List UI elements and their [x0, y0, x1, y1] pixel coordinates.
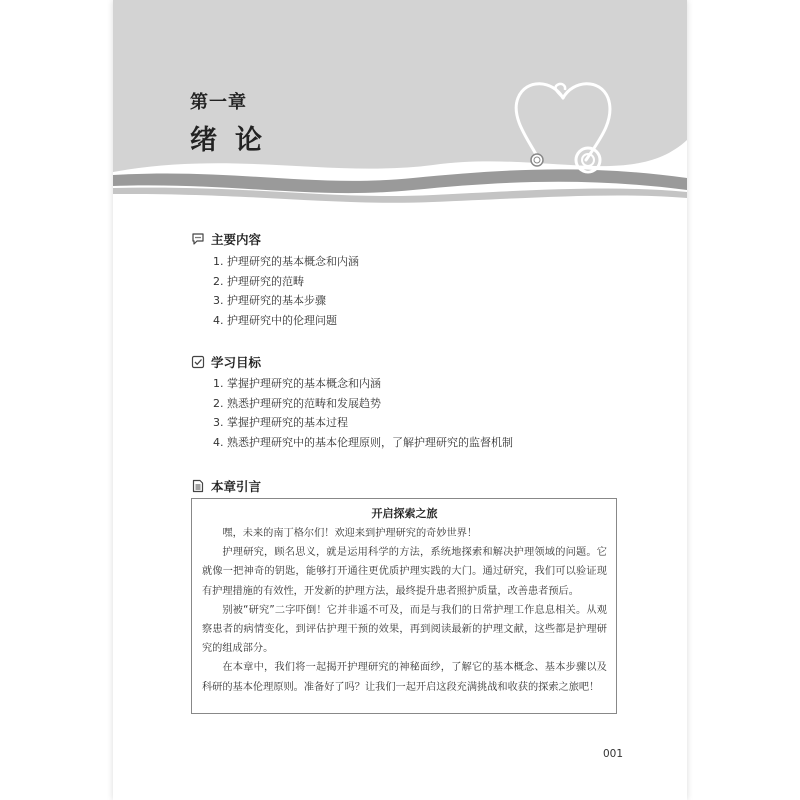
list-item: 1. 护理研究的基本概念和内涵	[213, 255, 359, 268]
stethoscope-heart-icon	[508, 70, 618, 180]
intro-paragraph: 在本章中，我们将一起揭开护理研究的神秘面纱，了解它的基本概念、基本步骤以及科研的基本伦理原则。准备好了吗？让我们一起开启这段充满挑战和收获的探索之旅吧！	[202, 662, 607, 693]
page-number: 001	[603, 748, 624, 760]
intro-heading	[191, 477, 261, 495]
objectives-heading	[191, 353, 261, 371]
list-item: 4. 熟悉护理研究中的基本伦理原则，了解护理研究的监督机制	[213, 435, 513, 449]
intro-paragraph: 嘿，未来的南丁格尔们！欢迎来到护理研究的奇妙世界！	[222, 528, 478, 539]
list-item: 2. 护理研究的范畴	[213, 274, 304, 288]
objectives-list	[213, 374, 513, 452]
intro-paragraph: 护理研究，顾名思义，就是运用科学的方法，系统地探索和解决护理领域的问题。它就像一把神奇的钥匙，能够打开通往更优质护理实践的大门。通过研究，我们可以验证现有护理措施的有效性，开发新的护理方法，最终提升患者照护质量，改善患者预后。	[202, 547, 607, 597]
main-content-list	[213, 252, 359, 330]
book-page	[113, 0, 687, 800]
list-item: 1. 掌握护理研究的基本概念和内涵	[213, 377, 381, 390]
intro-box-title: 开启探索之旅	[371, 507, 438, 520]
checkbox-icon	[191, 355, 205, 369]
document-icon	[191, 479, 205, 493]
intro-box	[191, 498, 617, 714]
intro-title: 本章引言	[211, 479, 262, 494]
objectives-title: 学习目标	[211, 355, 262, 370]
intro-paragraph: 别被“研究”二字吓倒！它并非遥不可及，而是与我们的日常护理工作息息相关。从观察患者的病情变化，到评估护理干预的效果，再到阅读最新的护理文献，这些都是护理研究的组成部分。	[202, 604, 607, 655]
list-item: 2. 熟悉护理研究的范畴和发展趋势	[213, 396, 381, 410]
list-item: 4. 护理研究中的伦理问题	[213, 313, 337, 327]
chapter-number: 第一章	[190, 92, 247, 113]
chapter-title: 绪论	[190, 125, 280, 156]
chat-bubble-icon	[191, 232, 205, 246]
list-item: 3. 护理研究的基本步骤	[213, 294, 326, 307]
main-content-heading	[191, 230, 261, 248]
list-item: 3. 掌握护理研究的基本过程	[213, 416, 348, 429]
main-content-title: 主要内容	[211, 232, 262, 247]
